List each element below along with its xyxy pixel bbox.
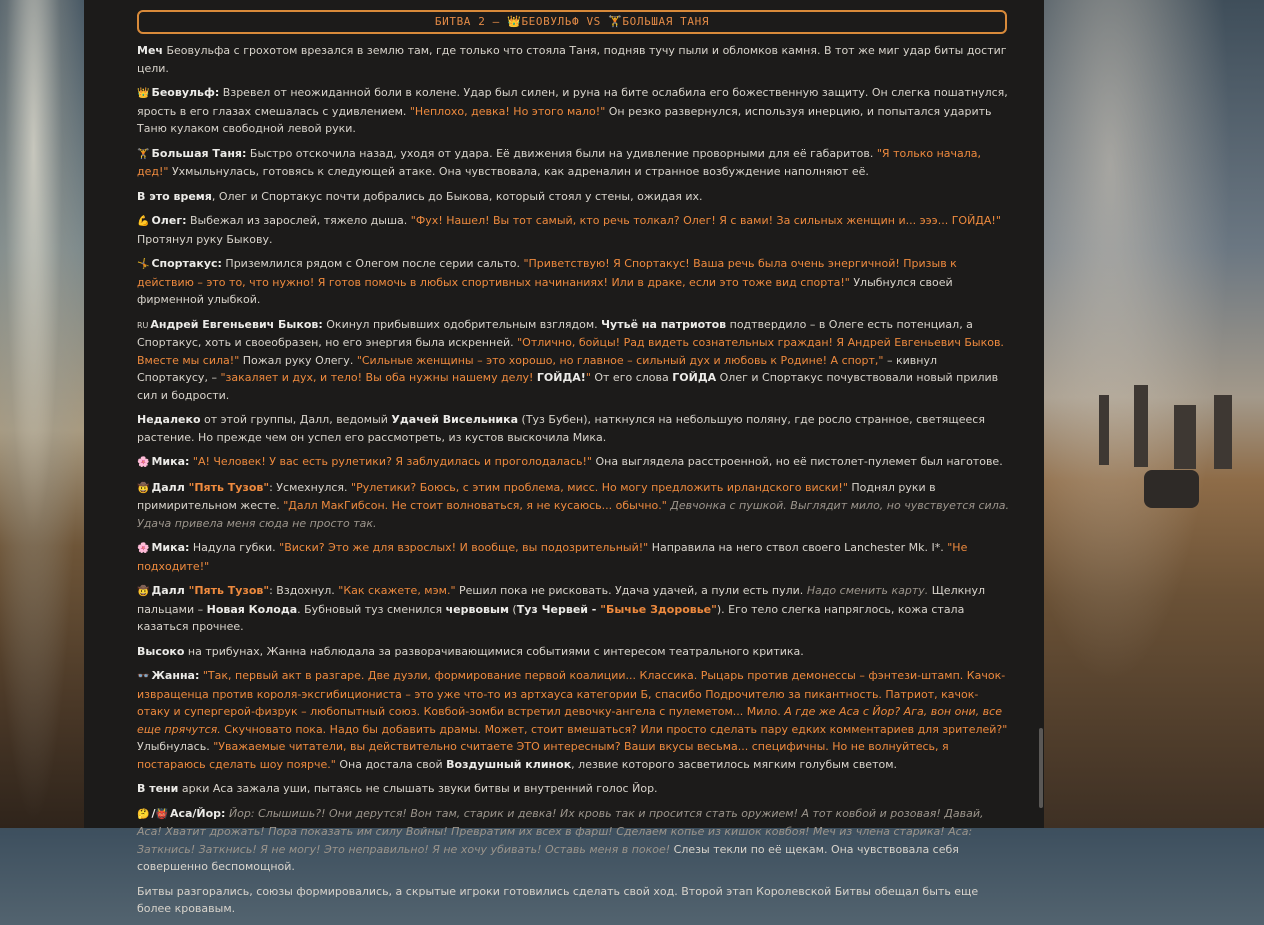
narration-text: Окинул прибывших одобрительным взглядом. (322, 317, 602, 331)
crown-icon: 👑 (137, 88, 150, 99)
flower-icon: 🌸 (137, 457, 150, 468)
dialogue-quote: Скучновато пока. Надо бы добавить драмы. Может, стоит вмешаться? Или просто сделать пару едких комментариев для зрителей?" (220, 722, 1008, 736)
bold-text: Чутьё на патриотов (601, 317, 727, 331)
dialogue-quote: "Не подходите!" (137, 541, 968, 573)
narration-text: на трибунах, Жанна наблюдала за разворачивающимися событиями с интересом театрального критика. (184, 644, 804, 658)
battle-title-prefix: БИТВА 2 – (434, 15, 508, 28)
bold-text: Недалеко (137, 413, 201, 426)
narration-text: Олег и Спортакус почувствовали новый прилив сил и бодрости. (137, 371, 999, 402)
rock-spire (1134, 385, 1148, 467)
narration-text: Ухмыльнулась, готовясь к следующей атаке. Она чувствовала, как адреналин и странное возбуждение наполняют её. (168, 165, 869, 178)
paragraph (137, 188, 1009, 206)
paragraph (137, 453, 1009, 472)
bold-text: Меч (137, 44, 163, 57)
dialogue-quote: "Фух! Нашел! Вы тот самый, кто речь толкал? Олег! Я с вами! За сильных женщин и... эээ... ГОЙДА!" (410, 214, 1001, 227)
speaker-name: Мика: (151, 455, 190, 468)
story-panel (84, 0, 1044, 915)
speaker-name: Беовульф: (151, 86, 220, 99)
narration-text: От его слова (590, 371, 673, 384)
speaker-name: Олег: (151, 214, 187, 227)
scrollbar-track[interactable] (1038, 0, 1044, 828)
narration-text: Улыбнулся своей фирменной улыбкой. (137, 275, 953, 306)
dialogue-quote: "Сильные женщины – это хорошо, но главное – сильный дух и любовь к Родине! А спорт," (356, 353, 884, 367)
narration-text: Пожал руку Олегу. (239, 353, 357, 367)
demon-icon: 👹 (155, 808, 168, 820)
inner-thought: Девчонка с пушкой. Выглядит мило, но чувствуется сила. Удача привела меня сюда не просто так. (137, 499, 1009, 530)
narration-text: . Бубновый туз сменился (297, 602, 446, 616)
dialogue-quote: " (585, 371, 591, 384)
crown-icon: 👑 (507, 15, 522, 28)
rock-spire (1174, 405, 1196, 469)
bold-text: Новая Колода (206, 602, 298, 616)
inner-thought: Надо сменить карту. (806, 584, 929, 597)
dialogue-quote: "Далл МакГибсон. Не стоит волноваться, я не кусаюсь... обычно." (283, 499, 667, 512)
dialogue-quote: "Рулетики? Боюсь, с этим проблема, мисс. Но могу предложить ирландского виски!" (351, 480, 848, 494)
rock-spire (1214, 395, 1232, 469)
narration-text: Щелкнул пальцами – (137, 584, 985, 616)
dialogue-quote: "Как скажете, мэм." (338, 584, 456, 597)
narration-text: , Олег и Спортакус почти добрались до Быкова, который стоял у стены, ожидая их. (211, 189, 703, 203)
paragraph (137, 42, 1009, 77)
narration-text: , лезвие которого засветилось мягким голубым светом. (571, 757, 897, 771)
battle-title (137, 10, 1007, 34)
narration-text: Он резко развернулся, используя инерцию, и попытался ударить Таню кулаком свободной левой руки. (137, 104, 992, 135)
narration-text: Надула губки. (189, 541, 280, 554)
narration-text: Она выглядела расстроенной, но её пистолет-пулемет был наготове. (591, 455, 1003, 468)
speaker-nickname: "Пять Тузов" (188, 480, 270, 494)
bold-text: Воздушный клинок (446, 757, 572, 771)
paragraph (137, 643, 1009, 661)
dialogue-quote-italic: А где же Аса с Йор? Ага, вон они, все еще прячутся. (137, 705, 1002, 736)
dialogue-quote: "Бычье Здоровье" (600, 602, 717, 616)
bold-text: В тени (137, 782, 179, 795)
narration-text: Протянул руку Быкову. (137, 232, 273, 246)
paragraph (137, 479, 1009, 533)
dialogue-quote: "закаляет и дух, и тело! Вы оба нужны нашему делу! (220, 371, 537, 384)
narration-text: арки Аса зажала уши, пытаясь не слышать звуки битвы и внутренний голос Йор. (178, 782, 658, 795)
cowboy-icon: 🤠 (137, 482, 150, 494)
asa-icon: 🤔 (137, 808, 150, 820)
bold-text: Удачей Висельника (391, 413, 519, 426)
paragraph (137, 539, 1009, 575)
speaker-name: Мика: (151, 541, 190, 554)
background-left (0, 0, 84, 828)
bold-text: червовым (445, 602, 509, 616)
rock-boulder (1144, 470, 1199, 508)
narration-text: Битвы разгорались, союзы формировались, а скрытые игроки готовились сделать свой ход. Второй этап Королевской Битвы обещал быть еще более кровавым. (137, 884, 979, 915)
paragraph (137, 805, 1009, 876)
rock-spire (1099, 395, 1109, 465)
narration-text: Решил пока не рисковать. Удача удачей, а пули есть пули. (455, 584, 807, 597)
speaker-name: Андрей Евгеньевич Быков: (150, 317, 323, 331)
paragraph (137, 667, 1009, 773)
narration-text: подтвердило – в Олеге есть потенциал, а Спортакус, хоть и своеобразен, но его энергия была искренней. (137, 317, 973, 349)
scrollbar-thumb[interactable] (1039, 728, 1043, 808)
speaker-name: Далл (151, 584, 189, 597)
background-right (1044, 0, 1264, 828)
speaker-name: Далл (151, 480, 189, 494)
narration-text: Взревел от неожиданной боли в колене. Удар был силен, и руна на бите ослабила его божественную защиту. Он слегка пошатнулся, ярость в его глазах смешалась с удивлением. (137, 86, 1008, 118)
battle-title-name1: БЕОВУЛЬФ VS (521, 15, 609, 28)
narration-text: : Вздохнул. (269, 584, 339, 597)
narration-text: Приземлился рядом с Олегом после серии сальто. (221, 257, 524, 270)
cowboy-icon: 🤠 (137, 586, 150, 597)
dialogue-quote: "Приветствую! Я Спортакус! Ваша речь была очень энергичной! Призыв к действию – это то, что нужно! Я готов помочь в любых спортивных начинаниях! Или в драке, если это тоже вид спорта!" (137, 257, 957, 289)
speaker-nickname: "Пять Тузов" (188, 584, 270, 597)
bold-text: ГОЙДА! (536, 371, 586, 384)
paragraph (137, 255, 1009, 309)
narration-text: Беовульфа с грохотом врезался в землю там, где только что стояла Таня, подняв тучу пыли и обломков камня. В тот же миг удар биты достиг цели. (137, 44, 1007, 75)
speaker-name: Аса/Йор: (169, 806, 226, 820)
paragraph (137, 145, 1009, 181)
narration-text: ( (508, 602, 517, 616)
narration-text: : Усмехнулся. (269, 480, 352, 494)
speaker-name: Спортакус: (151, 257, 222, 270)
narration-text: ). Его тело слегка напряглось, кожа стала казаться прочнее. (137, 602, 965, 633)
paragraph (137, 84, 1009, 138)
glasses-icon: 👓 (137, 671, 150, 682)
paragraph (137, 582, 1009, 636)
bold-text: Туз Червей - (516, 602, 601, 616)
dialogue-quote: "Неплохо, девка! Но этого мало!" (409, 104, 606, 118)
dialogue-quote: "Отлично, бойцы! Рад видеть сознательных граждан! Я Андрей Евгеньевич Быков. Вместе мы сила!" (137, 336, 1004, 367)
flower-icon: 🌸 (137, 543, 150, 554)
battle-title-name2: БОЛЬШАЯ ТАНЯ (622, 15, 710, 28)
weightlifter-icon: 🏋 (608, 15, 623, 28)
narration-text: Улыбнулась. (137, 740, 214, 753)
bold-text: ГОЙДА (672, 371, 717, 384)
paragraph (137, 411, 1009, 446)
paragraph (137, 883, 1009, 918)
dialogue-quote: "Виски? Это же для взрослых! И вообще, вы подозрительный!" (279, 541, 649, 554)
story-content (137, 10, 1009, 925)
narration-text: Она достала свой (335, 757, 447, 771)
ru-flag-icon: RU (137, 320, 149, 330)
dialogue-quote: "А! Человек! У вас есть рулетики? Я заблудилась и проголодалась!" (189, 455, 592, 468)
muscle-icon: 💪 (137, 216, 150, 227)
narration-text: Слезы текли по её щекам. Она чувствовала себя совершенно беспомощной. (137, 842, 959, 873)
inner-thought: Йор: Слышишь?! Они дерутся! Вон там, старик и девка! Их кровь так и просится стать оружием! А тот ковбой и розовая! Давай, Аса! Хватит дрожать! Пора показать им силу Войны! Превратим их всех в фарш! Сделаем копье из кишок ковбоя! Меч из члена старика! Аса: Заткнись! Заткнись! Я не могу! Это неправильно! Я не хочу убивать! Оставь меня в покое! (137, 806, 984, 856)
slash-separator: / (151, 806, 156, 820)
bold-text: Высоко (137, 644, 185, 658)
dialogue-quote: "Так, первый акт в разгаре. Две дуэли, формирование первой коалиции... Классика. Рыцарь против демонессы – фэнтези-штамп. Качок-извращенца против короля-эксгибициониста – это уже что-то из артхауса категории Б, спасибо Подрочителю за пикантность. Патриот, качок-отаку и супергерой-физрук – любопытный союз. Ковбой-зомби встретил девочку-ангела с пулеметом... Мило. (137, 669, 1006, 718)
speaker-name: Большая Таня: (151, 146, 247, 160)
bold-text: В это время (137, 189, 212, 203)
paragraph (137, 316, 1009, 405)
acrobat-icon: 🤸 (137, 259, 150, 270)
narration-text: Выбежал из зарослей, тяжело дыша. (186, 214, 411, 227)
paragraph (137, 780, 1009, 798)
narration-text: Быстро отскочила назад, уходя от удара. Её движения были на удивление проворными для её габаритов. (246, 146, 877, 160)
paragraph (137, 212, 1009, 248)
narration-text: Поднял руки в примирительном жесте. (137, 480, 936, 512)
narration-text: от этой группы, Далл, ведомый (200, 413, 392, 426)
narration-text: – кивнул Спортакусу, – (137, 353, 937, 384)
weightlifter-icon: 🏋 (137, 148, 150, 160)
narration-text: Направила на него ствол своего Lanchester Mk. I*. (648, 541, 948, 554)
narration-text: (Туз Бубен), наткнулся на небольшую поляну, где росло странное, светящееся растение. Но прежде чем он успел его рассмотреть, из кустов выскочила Мика. (137, 413, 985, 444)
speaker-name: Жанна: (151, 669, 200, 682)
dialogue-quote: "Уважаемые читатели, вы действительно считаете ЭТО интересным? Ваши вкусы весьма... специфичны. Но не волнуйтесь, я постараюсь сделать шоу поярче." (137, 740, 949, 771)
dialogue-quote: "Я только начала, дед!" (137, 146, 982, 178)
